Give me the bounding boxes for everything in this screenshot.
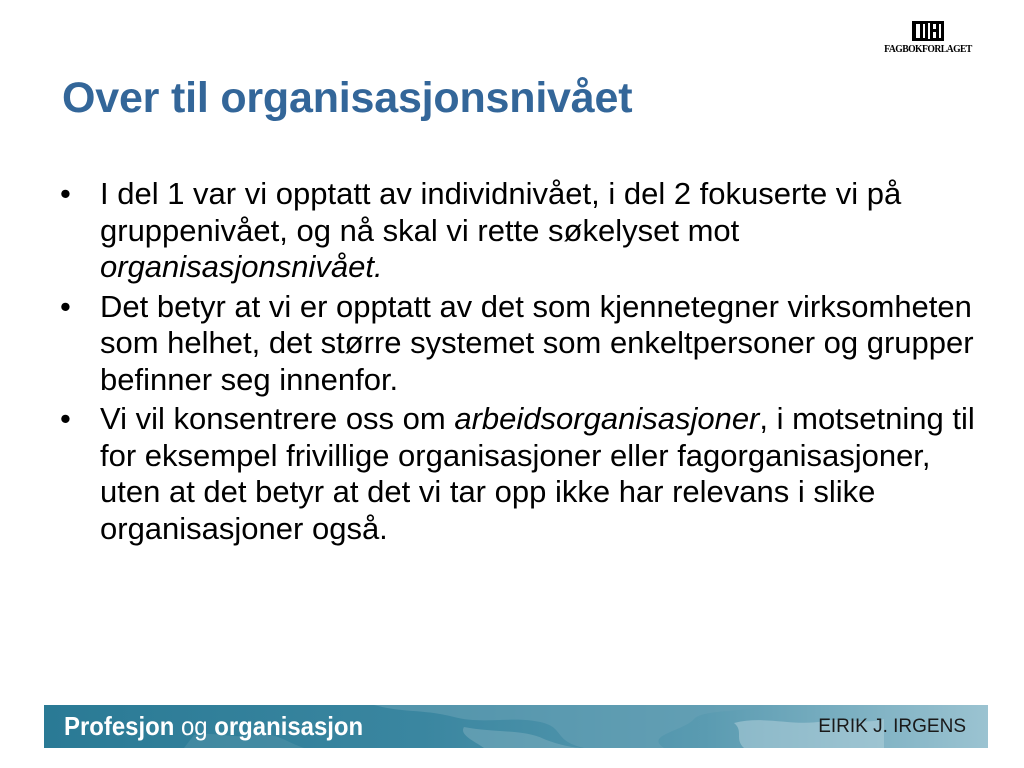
footer-title-part3: organisasjon xyxy=(214,711,364,741)
slide-title: Over til organisasjonsnivået xyxy=(62,74,633,122)
bullet-italic: organisasjonsnivået. xyxy=(100,249,383,284)
bullet-italic: arbeidsorganisasjoner xyxy=(454,401,760,436)
bullet-symbol: • xyxy=(60,288,71,324)
book-icon xyxy=(911,20,945,42)
footer-author: EIRIK J. IRGENS xyxy=(818,716,966,737)
footer-book-title xyxy=(64,711,363,742)
bullet-after: , i motsetning til for eksempel frivillige organisasjoner eller fagorganisasjoner, uten at det betyr at det vi tar opp ikke har relevans i slike organisasjoner også. xyxy=(100,401,975,546)
logo xyxy=(878,20,978,66)
bullet-item xyxy=(60,289,980,399)
bullet-item xyxy=(60,401,980,547)
bullet-list xyxy=(60,176,980,550)
footer-band xyxy=(44,705,988,748)
logo-text: FAGBOKFORLAGET xyxy=(884,44,972,55)
bullet-text: Vi vil konsentrere oss om xyxy=(100,401,455,436)
bullet-symbol: • xyxy=(60,401,71,436)
footer-title-part2: og xyxy=(180,711,208,741)
bullet-symbol: • xyxy=(60,176,71,211)
footer-title-part1: Profesjon xyxy=(64,711,175,741)
bullet-item xyxy=(60,176,980,286)
bullet-text: I del 1 var vi opptatt av individnivået, i del 2 fokuserte vi på gruppenivået, og nå skal vi rette søkelyset mot xyxy=(100,176,902,248)
bullet-text: Det betyr at vi er opptatt av det som kjennetegner virksomheten som helhet, det større systemet som enkeltpersoner og grupper befinner seg innenfor. xyxy=(100,288,974,397)
